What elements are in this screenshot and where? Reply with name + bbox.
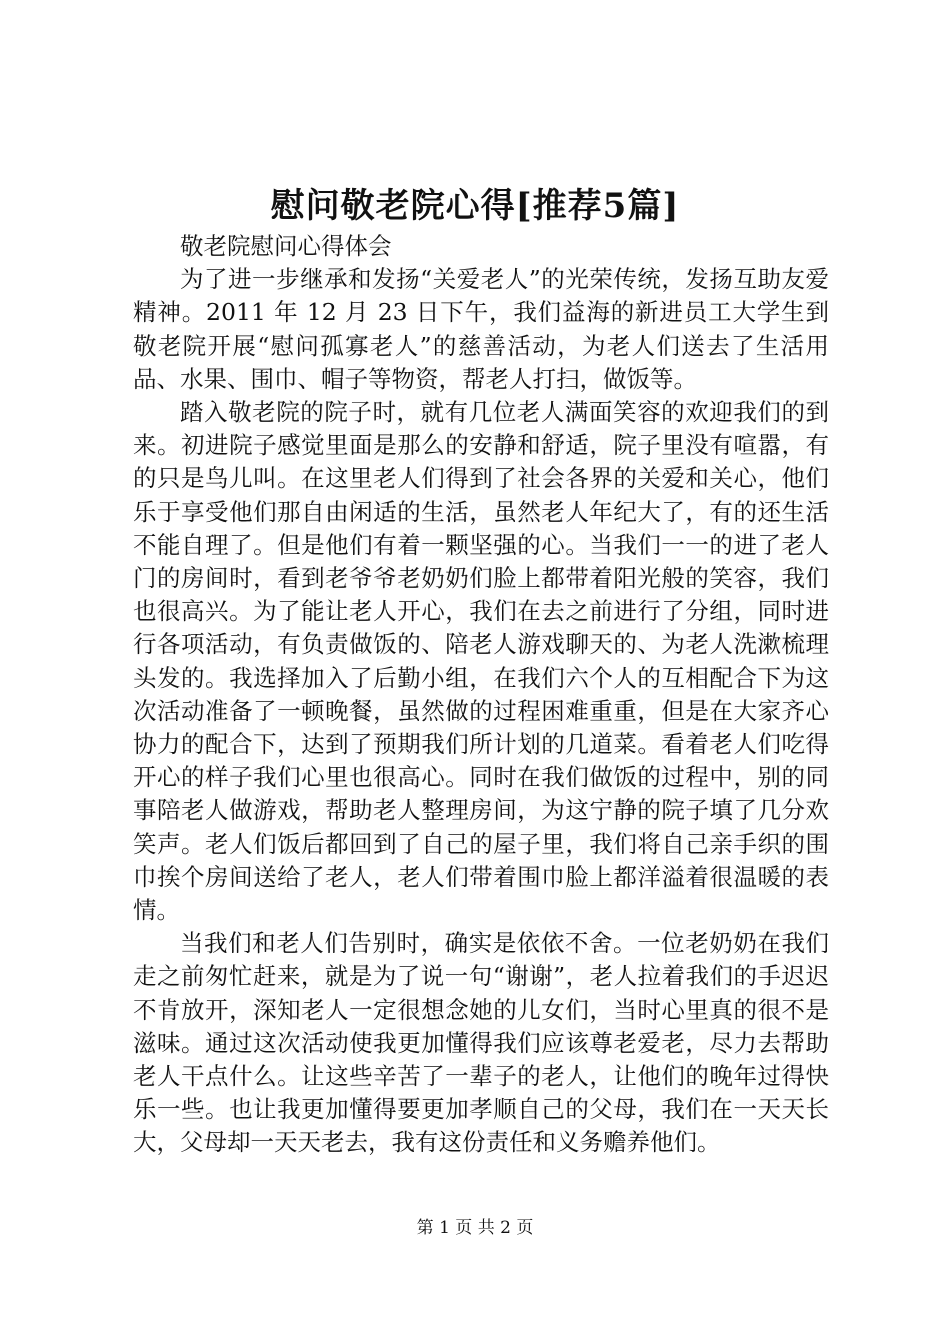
document-subtitle: 敬老院慰问心得体会 [180, 232, 392, 260]
paragraph-2: 踏入敬老院的院子时，就有几位老人满面笑容的欢迎我们的到来。初进院子感觉里面是那么的安静和舒适，院子里没有喧嚣，有的只是鸟儿叫。在这里老人们得到了社会各界的关爱和关心，他们乐于享受他们那自由闲适的生活，虽然老人年纪大了，有的还生活不能自理了。但是他们有着一颗坚强的心。当我们一一的进了老人门的房间时，看到老爷爷老奶奶们脸上都带着阳光般的笑容，我们也很高兴。为了能让老人开心，我们在去之前进行了分组，同时进行各项活动，有负责做饭的、陪老人游戏聊天的、为老人洗漱梳理头发的。我选择加入了后勤小组，在我们六个人的互相配合下为这次活动准备了一顿晚餐，虽然做的过程困难重重，但是在大家齐心协力的配合下，达到了预期我们所计划的几道菜。看着老人们吃得开心的样子我们心里也很高心。同时在我们做饭的过程中，别的同事陪老人做游戏，帮助老人整理房间，为这宁静的院子填了几分欢笑声。老人们饭后都回到了自己的屋子里，我们将自己亲手织的围巾挨个房间送给了老人，老人们带着围巾脸上都洋溢着很温暖的表情。 [133, 398, 829, 925]
paragraph-1: 为了进一步继承和发扬“关爱老人”的光荣传统，发扬互助友爱精神。2011 年 12 月 23 日下午，我们益海的新进员工大学生到敬老院开展“慰问孤寡老人”的慈善活动，为老人们送去了生活用品、水果、围巾、帽子等物资，帮老人打扫，做饭等。 [133, 265, 829, 393]
document-title: 慰问敬老院心得[推荐5篇] [270, 186, 680, 226]
page-number-footer: 第 1 页 共 2 页 [416, 1218, 534, 1238]
paragraph-3: 当我们和老人们告别时，确实是依依不舍。一位老奶奶在我们走之前匆忙赶来，就是为了说一句“谢谢”，老人拉着我们的手迟迟不肯放开，深知老人一定很想念她的儿女们，当时心里真的很不是滋味。通过这次活动使我更加懂得我们应该尊老爱老，尽力去帮助老人干点什么。让这些辛苦了一辈子的老人，让他们的晚年过得快乐一些。也让我更加懂得要更加孝顺自己的父母，我们在一天天长大，父母却一天天老去，我有这份责任和义务赡养他们。 [133, 929, 829, 1157]
document-body [133, 230, 829, 1160]
